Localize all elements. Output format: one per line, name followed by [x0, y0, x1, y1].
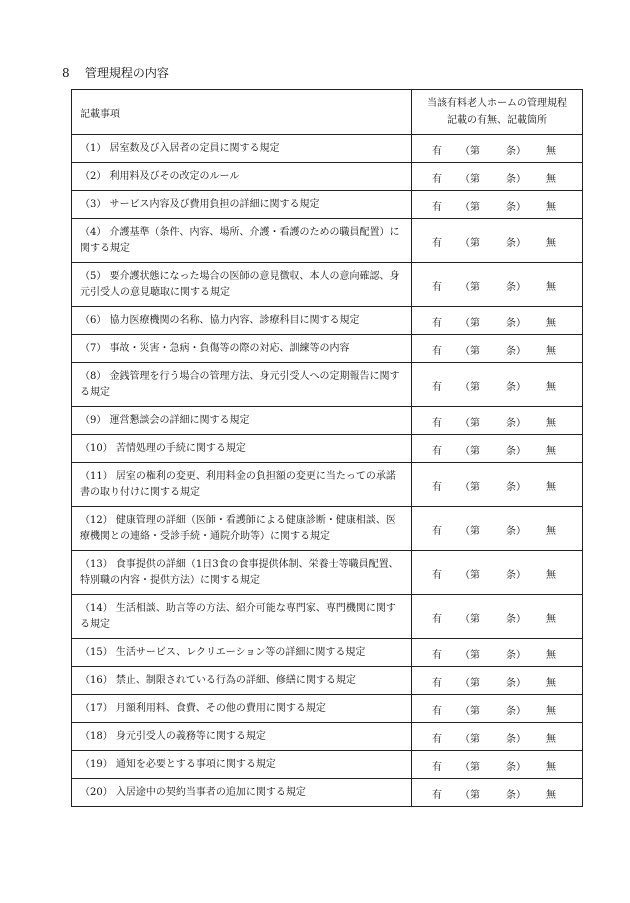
answer-yes: 有	[432, 789, 442, 801]
answer-yes: 有	[432, 733, 442, 745]
management-rules-table	[71, 89, 583, 807]
table-row	[72, 639, 583, 667]
rule-item-answer	[412, 435, 583, 463]
answer-yes: 有	[432, 417, 442, 429]
table-row	[72, 667, 583, 695]
answer-article-open: （第	[460, 445, 480, 457]
answer-no: 無	[546, 345, 556, 357]
rule-item-answer	[412, 191, 583, 219]
answer-article-close: 条）	[506, 281, 526, 293]
rule-item-text: （14） 生活相談、助言等の方法、紹介可能な専門家、専門機関に関する規定	[72, 595, 412, 639]
answer-no: 無	[546, 173, 556, 185]
answer-yes: 有	[432, 237, 442, 249]
answer-no: 無	[546, 237, 556, 249]
answer-article-close: 条）	[506, 761, 526, 773]
rule-item-answer	[412, 751, 583, 779]
rule-item-answer	[412, 363, 583, 407]
table-body	[72, 135, 583, 807]
rule-item-text: （1） 居室数及び入居者の定員に関する規定	[72, 135, 412, 163]
answer-article-close: 条）	[506, 237, 526, 249]
table-row	[72, 435, 583, 463]
answer-article-close: 条）	[506, 445, 526, 457]
answer-article-open: （第	[460, 145, 480, 157]
answer-no: 無	[546, 525, 556, 537]
section-heading: 管理規程の内容	[84, 66, 169, 80]
header-items: 記載事項	[72, 90, 412, 135]
rule-item-answer	[412, 163, 583, 191]
answer-article-close: 条）	[506, 649, 526, 661]
answer-article-close: 条）	[506, 525, 526, 537]
answer-no: 無	[546, 649, 556, 661]
answer-no: 無	[546, 317, 556, 329]
rule-item-text: （2） 利用料及びその改定のルール	[72, 163, 412, 191]
answer-article-close: 条）	[506, 789, 526, 801]
header-presence-line1: 当該有料老人ホームの管理規程	[427, 98, 567, 109]
table-row	[72, 779, 583, 807]
answer-article-close: 条）	[506, 677, 526, 689]
table-header-row	[72, 90, 583, 135]
table-row	[72, 507, 583, 551]
answer-no: 無	[546, 569, 556, 581]
rule-item-text: （16） 禁止、制限されている行為の詳細、修繕に関する規定	[72, 667, 412, 695]
answer-yes: 有	[432, 649, 442, 661]
answer-yes: 有	[432, 677, 442, 689]
table-row	[72, 595, 583, 639]
answer-article-open: （第	[460, 173, 480, 185]
answer-article-open: （第	[460, 569, 480, 581]
answer-yes: 有	[432, 705, 442, 717]
answer-article-open: （第	[460, 649, 480, 661]
rule-item-text: （13） 食事提供の詳細（1日3食の食事提供体制、栄養士等職員配置、特別職の内容・提供方法）に関する規定	[72, 551, 412, 595]
table-row	[72, 163, 583, 191]
answer-no: 無	[546, 417, 556, 429]
rule-item-text: （7） 事故・災害・急病・負傷等の際の対応、訓練等の内容	[72, 335, 412, 363]
answer-no: 無	[546, 761, 556, 773]
answer-yes: 有	[432, 281, 442, 293]
rule-item-answer	[412, 639, 583, 667]
header-presence	[412, 90, 583, 135]
rule-item-answer	[412, 263, 583, 307]
answer-yes: 有	[432, 201, 442, 213]
table-row	[72, 695, 583, 723]
answer-yes: 有	[432, 317, 442, 329]
rule-item-text: （17） 月額利用料、食費、その他の費用に関する規定	[72, 695, 412, 723]
answer-no: 無	[546, 789, 556, 801]
header-presence-line2: 記載の有無、記載箇所	[447, 115, 547, 126]
answer-article-open: （第	[460, 761, 480, 773]
section-number: 8	[62, 66, 70, 80]
answer-article-close: 条）	[506, 145, 526, 157]
answer-article-close: 条）	[506, 201, 526, 213]
rule-item-text: （12） 健康管理の詳細（医師・看護師による健康診断・健康相談、医療機関との連絡・受診手続・通院介助等）に関する規定	[72, 507, 412, 551]
answer-no: 無	[546, 281, 556, 293]
rule-item-text: （6） 協力医療機関の名称、協力内容、診療科目に関する規定	[72, 307, 412, 335]
answer-article-close: 条）	[506, 481, 526, 493]
answer-yes: 有	[432, 145, 442, 157]
answer-article-open: （第	[460, 789, 480, 801]
rule-item-answer	[412, 219, 583, 263]
answer-article-close: 条）	[506, 613, 526, 625]
rule-item-answer	[412, 595, 583, 639]
answer-article-close: 条）	[506, 345, 526, 357]
answer-yes: 有	[432, 525, 442, 537]
answer-article-close: 条）	[506, 173, 526, 185]
table-row	[72, 135, 583, 163]
rule-item-answer	[412, 135, 583, 163]
answer-article-open: （第	[460, 317, 480, 329]
answer-yes: 有	[432, 381, 442, 393]
rule-item-answer	[412, 723, 583, 751]
answer-article-open: （第	[460, 705, 480, 717]
table-row	[72, 335, 583, 363]
rule-item-text: （5） 要介護状態になった場合の医師の意見徴収、本人の意向確認、身元引受人の意見聴取に関する規定	[72, 263, 412, 307]
section-title	[62, 64, 169, 81]
rule-item-answer	[412, 507, 583, 551]
table-row	[72, 551, 583, 595]
answer-no: 無	[546, 445, 556, 457]
rule-item-text: （10） 苦情処理の手続に関する規定	[72, 435, 412, 463]
answer-article-close: 条）	[506, 417, 526, 429]
rule-item-text: （20） 入居途中の契約当事者の追加に関する規定	[72, 779, 412, 807]
answer-yes: 有	[432, 445, 442, 457]
answer-yes: 有	[432, 569, 442, 581]
answer-article-close: 条）	[506, 569, 526, 581]
answer-no: 無	[546, 733, 556, 745]
rule-item-answer	[412, 307, 583, 335]
answer-article-open: （第	[460, 237, 480, 249]
rule-item-answer	[412, 695, 583, 723]
table-row	[72, 751, 583, 779]
rule-item-text: （3） サービス内容及び費用負担の詳細に関する規定	[72, 191, 412, 219]
rule-item-answer	[412, 551, 583, 595]
answer-article-open: （第	[460, 381, 480, 393]
table-row	[72, 407, 583, 435]
rule-item-text: （19） 通知を必要とする事項に関する規定	[72, 751, 412, 779]
answer-no: 無	[546, 145, 556, 157]
table-row	[72, 723, 583, 751]
answer-yes: 有	[432, 173, 442, 185]
rule-item-answer	[412, 779, 583, 807]
rule-item-answer	[412, 463, 583, 507]
answer-article-open: （第	[460, 417, 480, 429]
table-row	[72, 363, 583, 407]
answer-no: 無	[546, 381, 556, 393]
table-row	[72, 219, 583, 263]
answer-no: 無	[546, 613, 556, 625]
answer-article-open: （第	[460, 281, 480, 293]
answer-article-open: （第	[460, 525, 480, 537]
answer-no: 無	[546, 677, 556, 689]
rule-item-text: （15） 生活サービス、レクリエーション等の詳細に関する規定	[72, 639, 412, 667]
answer-yes: 有	[432, 481, 442, 493]
answer-article-open: （第	[460, 677, 480, 689]
answer-article-close: 条）	[506, 317, 526, 329]
answer-no: 無	[546, 201, 556, 213]
answer-article-close: 条）	[506, 381, 526, 393]
table-row	[72, 191, 583, 219]
answer-article-open: （第	[460, 613, 480, 625]
answer-yes: 有	[432, 613, 442, 625]
rule-item-answer	[412, 407, 583, 435]
answer-no: 無	[546, 705, 556, 717]
answer-article-close: 条）	[506, 733, 526, 745]
table-row	[72, 263, 583, 307]
rule-item-answer	[412, 667, 583, 695]
rule-item-answer	[412, 335, 583, 363]
answer-article-open: （第	[460, 201, 480, 213]
answer-article-open: （第	[460, 345, 480, 357]
answer-yes: 有	[432, 345, 442, 357]
answer-article-open: （第	[460, 481, 480, 493]
rule-item-text: （11） 居室の権利の変更、利用料金の負担額の変更に当たっての承諾書の取り付けに関する規定	[72, 463, 412, 507]
rule-item-text: （8） 金銭管理を行う場合の管理方法、身元引受人への定期報告に関する規定	[72, 363, 412, 407]
answer-article-close: 条）	[506, 705, 526, 717]
answer-no: 無	[546, 481, 556, 493]
table-row	[72, 463, 583, 507]
rule-item-text: （18） 身元引受人の義務等に関する規定	[72, 723, 412, 751]
rule-item-text: （9） 運営懇談会の詳細に関する規定	[72, 407, 412, 435]
table-row	[72, 307, 583, 335]
rule-item-text: （4） 介護基準（条件、内容、場所、介護・看護のための職員配置）に関する規定	[72, 219, 412, 263]
answer-article-open: （第	[460, 733, 480, 745]
answer-yes: 有	[432, 761, 442, 773]
